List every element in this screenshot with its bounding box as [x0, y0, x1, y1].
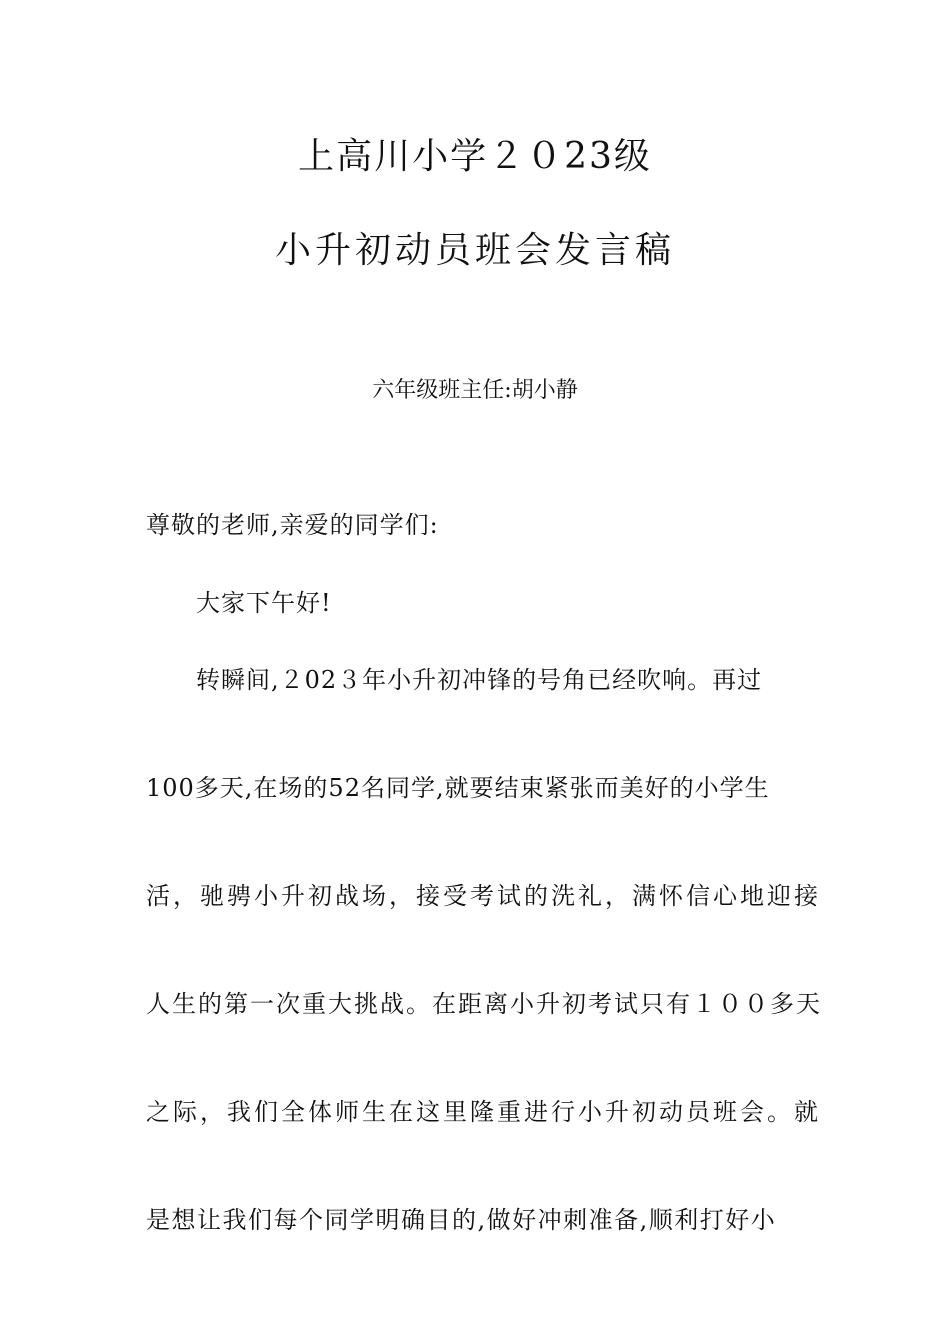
body-line: 人生的第一次重大挑战。在距离小升初考试只有１００多天 — [146, 990, 822, 1018]
body-line: 转瞬间,２02３年小升初冲锋的号角已经吹响。再过 — [196, 666, 763, 694]
body-line: 活，驰骋小升初战场，接受考试的洗礼，满怀信心地迎接 — [146, 882, 821, 910]
document-title-line-2: 小升初动员班会发言稿 — [274, 230, 675, 271]
greeting: 大家下午好! — [196, 589, 332, 617]
body-line: 之际，我们全体师生在这里隆重进行小升初动员班会。就 — [146, 1098, 821, 1126]
body-line: 100多天,在场的52名同学,就要结束紧张而美好的小学生 — [146, 774, 770, 802]
body-line: 是想让我们每个同学明确目的,做好冲刺准备,顺利打好小 — [146, 1206, 777, 1234]
salutation: 尊敬的老师,亲爱的同学们: — [146, 511, 439, 539]
document-title-line-1: 上高川小学２０23级 — [298, 136, 652, 177]
author-line: 六年级班主任:胡小静 — [372, 378, 578, 403]
